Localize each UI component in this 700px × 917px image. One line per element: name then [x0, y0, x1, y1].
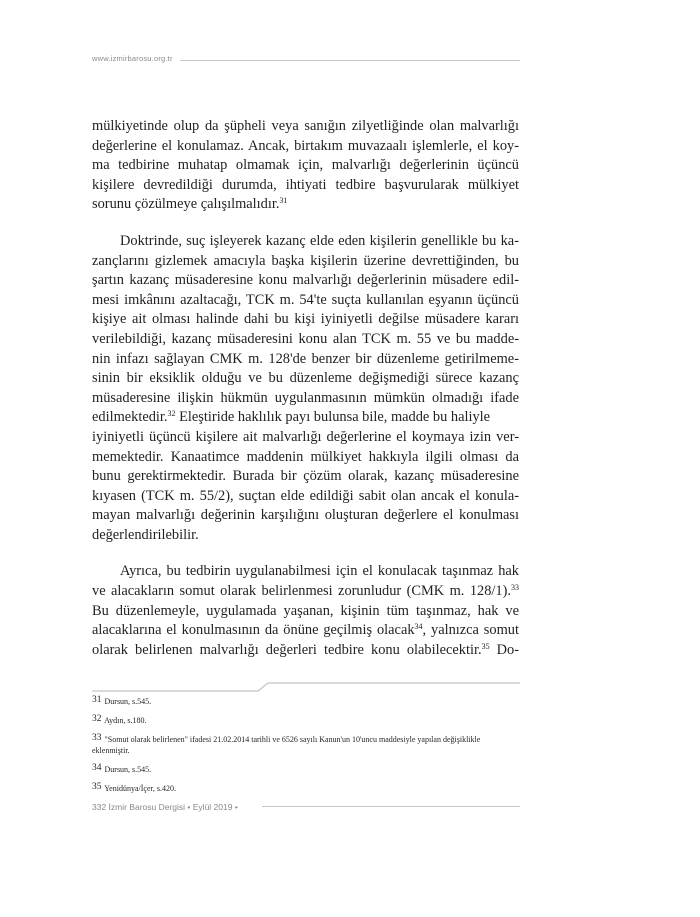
text-fragment: Eleştiride haklılık payı bulunsa bile, madde bu haliyle	[175, 409, 491, 426]
page-footer: 332 İzmir Barosu Dergisi • Eylül 2019 •	[92, 802, 238, 812]
footnote-33	[92, 733, 519, 756]
footnote-32	[92, 714, 519, 726]
footnote-number: 31	[92, 695, 102, 705]
text-line: Ayrıca, bu tedbirin uygulanabilmesi için el konulacak taşınmaz hak	[120, 563, 519, 580]
footnote-text: "Somut olarak belirlenen" ifadesi 21.02.2014 tarihli ve 6526 sayılı Kanun'un 10'uncu maddesiyle yapılan değişiklikle eklenmiştir.	[92, 735, 481, 755]
text-line: mülkiyetinde olup da şüpheli veya sanığın zilyetliğinde olan malvarlığı	[92, 118, 519, 134]
text-line	[92, 641, 519, 661]
footnotes	[92, 695, 519, 801]
text-fragment: olarak belirlenen malvarlığı değerleri tedbire konu olabilecektir.	[92, 641, 482, 658]
text-line: mayan malvarlığı değerinin karşılığını oluşturan değerlere el konulması	[92, 507, 519, 524]
footnote-number: 33	[92, 733, 102, 743]
text-fragment: ve alacakların somut olarak belirlenmesi zorunludur (CMK m. 128/1).	[92, 583, 511, 600]
text-line: zançlarını gizlemek amacıyla başka kişilerin üzerine devrettiğinden, bu	[92, 252, 519, 269]
footnote-ref: 33	[511, 583, 519, 593]
text-line: kişiye ait olması halinde dahi bu kişi iyiniyetli değilse müsadere kararı	[92, 311, 519, 328]
footnote-ref: 34	[414, 622, 423, 632]
text-fragment: edilmektedir.	[92, 409, 168, 426]
text-line: mesi imkânını azaltacağı, TCK m. 54'te suçta kullanılan eşyanın üçüncü	[92, 291, 519, 308]
text-line	[92, 195, 519, 215]
header-rule	[180, 60, 520, 61]
text-line: değerlerine el konulamaz. Ancak, birtakım muvazaalı işlemlerle, el koy-	[92, 137, 519, 154]
footnote-ref: 35	[481, 641, 490, 651]
text-line: kişilere devredildiği durumda, ihtiyati tedbire başvurularak mülkiyet	[92, 176, 519, 193]
text-fragment: Do-	[489, 641, 519, 658]
paragraph-2	[92, 232, 519, 546]
footnote-text: Yenidünya/İçer, s.420.	[104, 784, 176, 793]
paragraph-3	[92, 562, 519, 660]
text-line: müsaderesine ilişkin hükmün uygulanmasının mümkün olmadığı ifade	[92, 389, 519, 406]
footer-rule	[262, 806, 520, 807]
footnote-number: 32	[92, 714, 102, 724]
text-line	[92, 408, 519, 428]
text-line: Doktrinde, suç işleyerek kazanç elde eden kişilerin genellikle bu ka-	[120, 232, 519, 249]
text-line: verilebildiği, kazanç müsaderesini konu alan TCK m. 55 ve bu madde-	[92, 330, 519, 347]
paragraph-1	[92, 117, 519, 215]
text-line: iyiniyetli üçüncü kişilere ait malvarlığı değerlerine el koymaya izin ver-	[92, 428, 519, 445]
footnote-35	[92, 782, 519, 794]
text-line: kıyasen (TCK m. 55/2), suçtan elde edildiği sabit olan ancak el konula-	[92, 487, 519, 504]
text-fragment: sorunu çözülmeye çalışılmalıdır.	[92, 196, 280, 213]
footnote-text: Dursun, s.545.	[104, 697, 152, 706]
footnote-text: Dursun, s.545.	[104, 765, 152, 774]
text-line	[92, 582, 519, 602]
text-line: memektedir. Kanaatimce maddenin mülkiyet hakkıyla ilgili olması da	[92, 448, 519, 465]
header-url: www.izmirbarosu.org.tr	[92, 54, 173, 63]
footnote-ref: 31	[279, 196, 288, 206]
text-line: nin infazı sağlayan CMK m. 128'de benzer bir düzenleme getirilmeme-	[92, 350, 519, 367]
footnote-number: 34	[92, 763, 102, 773]
text-line: ma tedbirine muhatap olmamak için, malvarlığı değerlerinin üçüncü	[92, 157, 519, 174]
footnote-ref: 32	[167, 409, 176, 419]
text-line: değerlendirilebilir.	[92, 526, 199, 543]
footnote-31	[92, 695, 519, 707]
text-line	[92, 621, 519, 641]
footnote-divider	[92, 682, 520, 692]
text-fragment: , yalnızca somut	[422, 622, 519, 639]
body-text	[92, 117, 519, 660]
footnote-number: 35	[92, 782, 102, 792]
text-fragment: alacaklarına el konulmasının da önüne geçilmiş olacak	[92, 622, 415, 639]
text-line: Bu düzenlemeyle, uygulamada yaşanan, kişinin tüm taşınmaz, hak ve	[92, 602, 519, 619]
text-line: şartın kazanç müsaderesine konu malvarlığı değerlerinin müsadere edil-	[92, 272, 519, 289]
footnote-34	[92, 763, 519, 775]
footnote-text: Aydın, s.180.	[104, 716, 147, 725]
text-line: bunu gerektirmektedir. Burada bir çözüm olarak, kazanç müsaderesine	[92, 468, 519, 485]
text-line: sinin bir eksiklik olduğu ve bu düzenleme değişmediği sürece kazanç	[92, 370, 519, 387]
